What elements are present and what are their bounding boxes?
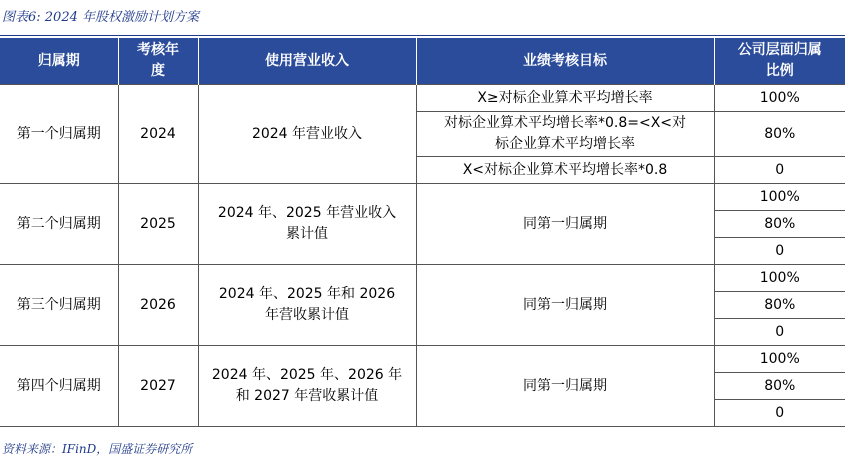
ratio-cell: 80% bbox=[714, 292, 845, 319]
revenue-cell: 2024 年、2025 年营业收入 累计值 bbox=[198, 184, 416, 265]
ratio-cell: 100% bbox=[714, 265, 845, 292]
revenue-cell: 2024 年营业收入 bbox=[198, 85, 416, 184]
ratio-cell: 0 bbox=[714, 400, 845, 427]
target-cell: X≥对标企业算术平均增长率 bbox=[416, 85, 714, 112]
header-ratio: 公司层面归属 比例 bbox=[714, 38, 845, 85]
ratio-cell: 100% bbox=[714, 184, 845, 211]
ratio-cell: 0 bbox=[714, 238, 845, 265]
figure-caption: 图表6: 2024 年股权激励计划方案 bbox=[2, 10, 199, 25]
table-row bbox=[0, 85, 845, 112]
source-note: 资料来源：IFinD，国盛证券研究所 bbox=[2, 442, 193, 456]
table-row bbox=[0, 265, 845, 292]
year-cell: 2025 bbox=[118, 184, 198, 265]
table-row bbox=[0, 346, 845, 373]
period-name-cell: 第一个归属期 bbox=[0, 85, 118, 184]
ratio-cell: 0 bbox=[714, 157, 845, 184]
target-cell: 同第一归属期 bbox=[416, 184, 714, 265]
target-cell: 同第一归属期 bbox=[416, 346, 714, 427]
ratio-cell: 80% bbox=[714, 112, 845, 157]
target-cell: 对标企业算术平均增长率*0.8=<X<对 标企业算术平均增长率 bbox=[416, 112, 714, 157]
header-year: 考核年 度 bbox=[118, 38, 198, 85]
year-cell: 2026 bbox=[118, 265, 198, 346]
header-revenue: 使用营业收入 bbox=[198, 38, 416, 85]
target-cell: X<对标企业算术平均增长率*0.8 bbox=[416, 157, 714, 184]
table-row bbox=[0, 184, 845, 211]
year-cell: 2024 bbox=[118, 85, 198, 184]
period-name-cell: 第四个归属期 bbox=[0, 346, 118, 427]
ratio-cell: 80% bbox=[714, 373, 845, 400]
ratio-cell: 0 bbox=[714, 319, 845, 346]
ratio-cell: 100% bbox=[714, 346, 845, 373]
period-name-cell: 第二个归属期 bbox=[0, 184, 118, 265]
header-period: 归属期 bbox=[0, 38, 118, 85]
ratio-cell: 100% bbox=[714, 85, 845, 112]
target-cell: 同第一归属期 bbox=[416, 265, 714, 346]
ratio-cell: 80% bbox=[714, 211, 845, 238]
revenue-cell: 2024 年、2025 年、2026 年 和 2027 年营收累计值 bbox=[198, 346, 416, 427]
caption-divider bbox=[0, 35, 845, 36]
incentive-plan-table bbox=[0, 38, 845, 427]
table-header-row bbox=[0, 38, 845, 85]
header-target: 业绩考核目标 bbox=[416, 38, 714, 85]
year-cell: 2027 bbox=[118, 346, 198, 427]
period-name-cell: 第三个归属期 bbox=[0, 265, 118, 346]
revenue-cell: 2024 年、2025 年和 2026 年营收累计值 bbox=[198, 265, 416, 346]
